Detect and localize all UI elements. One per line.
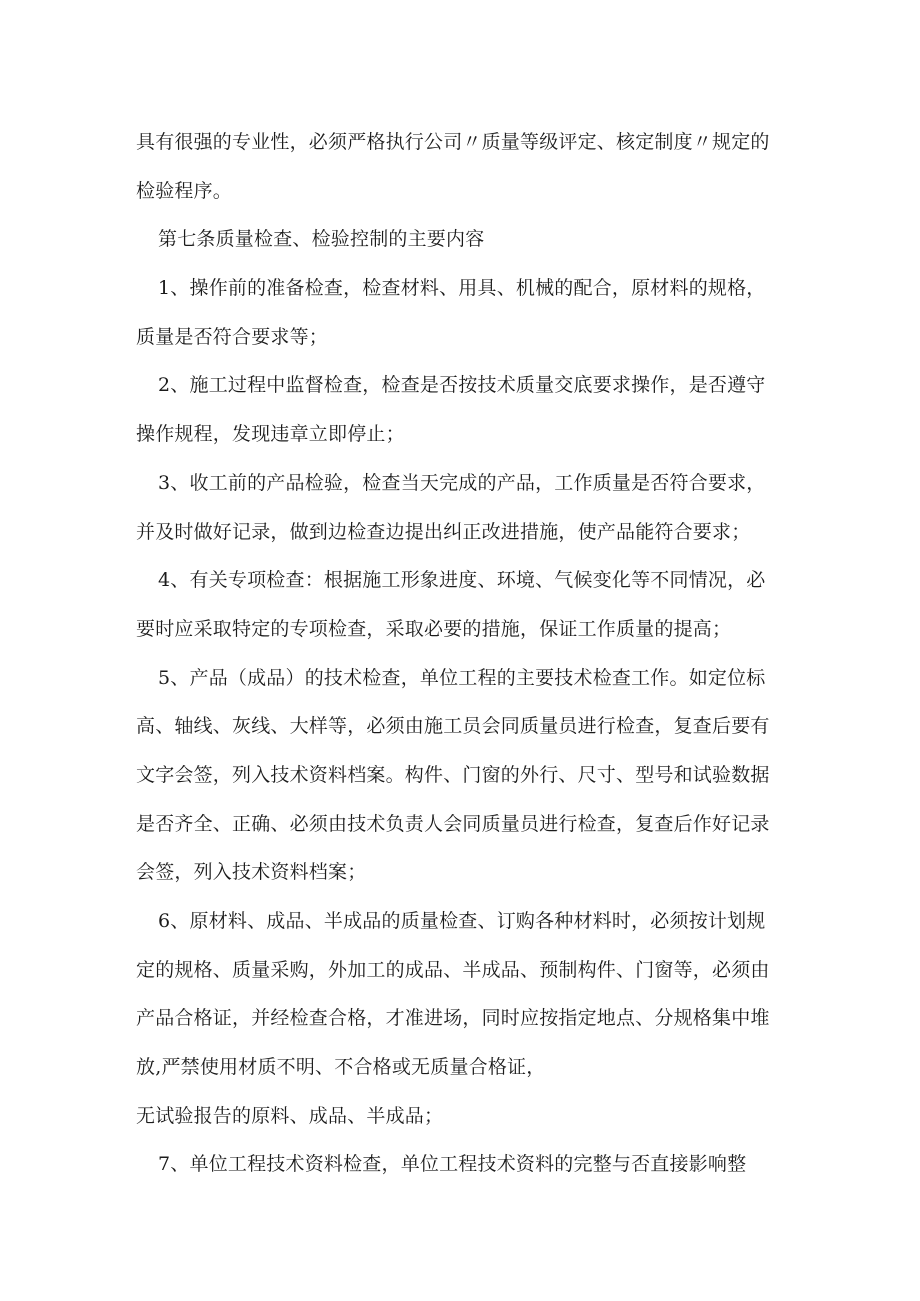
text-line: 检验程序。 [136, 179, 233, 202]
text-line: 具有很强的专业性，必须严格执行公司〃质量等级评定、核定制度〃规定的 [136, 131, 770, 153]
list-item-1-line: 1、操作前的准备检查，检查材料、用具、机械的配合，原材料的规格， [158, 277, 766, 300]
list-item-1-line: 质量是否符合要求等； [136, 325, 329, 348]
list-item-3-line: 3、收工前的产品检验，检查当天完成的产品，工作质量是否符合要求， [158, 471, 766, 494]
document-body [136, 118, 796, 1189]
list-item-5-line: 高、轴线、灰线、大样等，必须由施工员会同质量员进行检查，复查后要有 [136, 715, 770, 738]
list-item-6-line: 定的规格、质量采购，外加工的成品、半成品、预制构件、门窗等，必须由 [136, 958, 770, 981]
list-item-3-line: 并及时做好记录，做到边检查边提出纠正改进措施，使产品能符合要求； [136, 520, 751, 543]
list-item-4-line: 4、有关专项检查：根据施工形象进度、环境、气候变化等不同情况，必 [158, 569, 766, 592]
list-item-6-line: 产品合格证，并经检查合格，才准进场，同时应按指定地点、分规格集中堆 [136, 1007, 770, 1030]
list-item-6-line: 6、原材料、成品、半成品的质量检查、订购各种材料时，必须按计划规 [158, 910, 766, 932]
list-item-5-line: 是否齐全、正确、必须由技术负责人会同质量员进行检查，复查后作好记录 [136, 812, 770, 835]
list-item-6-line: 放,严禁使用材质不明、不合格或无质量合格证， [136, 1056, 546, 1079]
section-heading: 第七条质量检查、检验控制的主要内容 [158, 228, 485, 251]
list-item-6-line: 无试验报告的原料、成品、半成品； [136, 1104, 444, 1127]
list-item-2-line: 操作规程，发现违章立即停止； [136, 423, 405, 446]
list-item-5-line: 文字会签，列入技术资料档案。构件、门窗的外行、尺寸、型号和试验数据 [136, 763, 770, 786]
list-item-4-line: 要时应采取特定的专项检查，采取必要的措施，保证工作质量的提高； [136, 617, 732, 640]
list-item-5-line: 会签，列入技术资料档案； [136, 861, 367, 884]
list-item-2-line: 2、施工过程中监督检查，检查是否按技术质量交底要求操作，是否遵守 [158, 374, 766, 397]
list-item-5-line: 5、产品（成品）的技术检查，单位工程的主要技术检查工作。如定位标 [158, 666, 766, 689]
list-item-7-line: 7、单位工程技术资料检查，单位工程技术资料的完整与否直接影响整 [158, 1153, 747, 1176]
